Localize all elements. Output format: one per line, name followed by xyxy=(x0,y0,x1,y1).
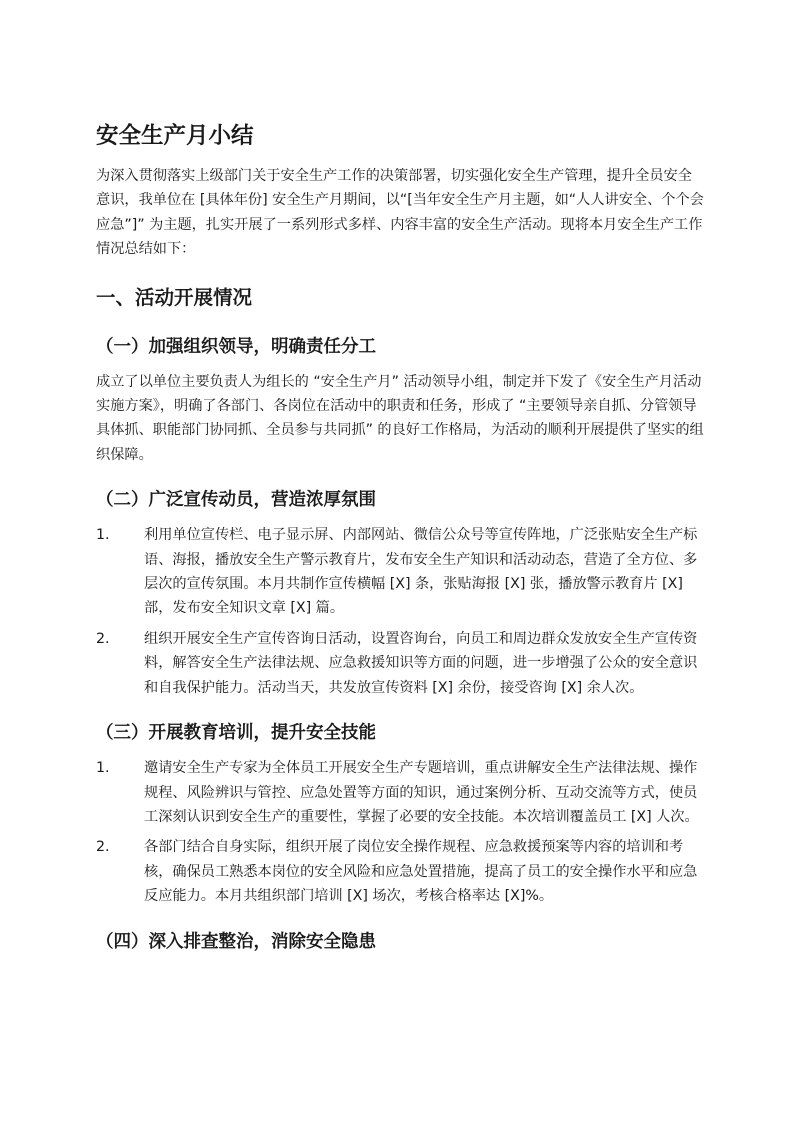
subsection-heading-training: （三）开展教育培训，提升安全技能 xyxy=(96,723,376,744)
list-item-number: 2. xyxy=(96,630,110,647)
list-item xyxy=(96,756,704,829)
list-item-number: 1. xyxy=(96,527,110,544)
list-item-text: 组织开展安全生产宣传咨询日活动，设置咨询台，向员工和周边群众发放安全生产宣传资料，解答安全生产法律法规、应急救援知识等方面的问题，进一步增强了公众的安全意识和自我保护能力。活动当天，共发放宣传资料 [X] 余份，接受咨询 [X] 余人次。 xyxy=(144,630,698,696)
list-item-text: 利用单位宣传栏、电子显示屏、内部网站、微信公众号等宣传阵地，广泛张贴安全生产标语、海报，播放安全生产警示教育片，发布安全生产知识和活动动态，营造了全方位、多层次的宣传氛围。本月共制作宣传横幅 [X] 条，张贴海报 [X] 张，播放警示教育片 [X] 部，发布安全知识文章 [X] 篇。 xyxy=(144,527,698,617)
leadership-paragraph: 成立了以单位主要负责人为组长的 “安全生产月” 活动领导小组，制定并下发了《安全生产月活动实施方案》，明确了各部门、各岗位在活动中的职责和任务，形成了 “主要领导亲自抓、分管领导具体抓、职能部门协同抓、全员参与共同抓” 的良好工作格局，为活动的顺利开展提供了坚实的组织保障。 xyxy=(96,373,704,463)
intro-paragraph: 为深入贯彻落实上级部门关于安全生产工作的决策部署，切实强化安全生产管理，提升全员安全意识，我单位在 [具体年份] 安全生产月期间，以“[当年安全生产月主题，如“人人讲安全、个个会应急”]” 为主题，扎实开展了一系列形式多样、内容丰富的安全生产活动。现将本月安全生产工作情况总结如下： xyxy=(96,168,704,258)
list-item-text: 邀请安全生产专家为全体员工开展安全生产专题培训，重点讲解安全生产法律法规、操作规程、风险辨识与管控、应急处置等方面的知识，通过案例分析、互动交流等方式，使员工深刻认识到安全生产的重要性，掌握了必要的安全技能。本次培训覆盖员工 [X] 人次。 xyxy=(144,760,699,825)
list-item xyxy=(96,627,704,700)
subsection-heading-publicity: （二）广泛宣传动员，营造浓厚氛围 xyxy=(96,490,376,511)
list-item-text: 各部门结合自身实际，组织开展了岗位安全操作规程、应急救援预案等内容的培训和考核，确保员工熟悉本岗位的安全风险和应急处置措施，提高了员工的安全操作水平和应急反应能力。本月共组织部门培训 [X] 场次，考核合格率达 [X]%。 xyxy=(144,839,698,905)
subsection-heading-leadership: （一）加强组织领导，明确责任分工 xyxy=(96,336,376,357)
document-content xyxy=(96,120,704,965)
subsection-heading-hazards: （四）深入排查整治，消除安全隐患 xyxy=(96,931,376,952)
list-item xyxy=(96,835,704,908)
list-item-number: 1. xyxy=(96,760,110,777)
document-title: 安全生产月小结 xyxy=(96,123,254,149)
section-heading-activities: 一、活动开展情况 xyxy=(96,285,253,309)
list-item xyxy=(96,523,704,621)
publicity-list xyxy=(96,523,704,700)
list-item-number: 2. xyxy=(96,839,110,856)
training-list xyxy=(96,756,704,908)
